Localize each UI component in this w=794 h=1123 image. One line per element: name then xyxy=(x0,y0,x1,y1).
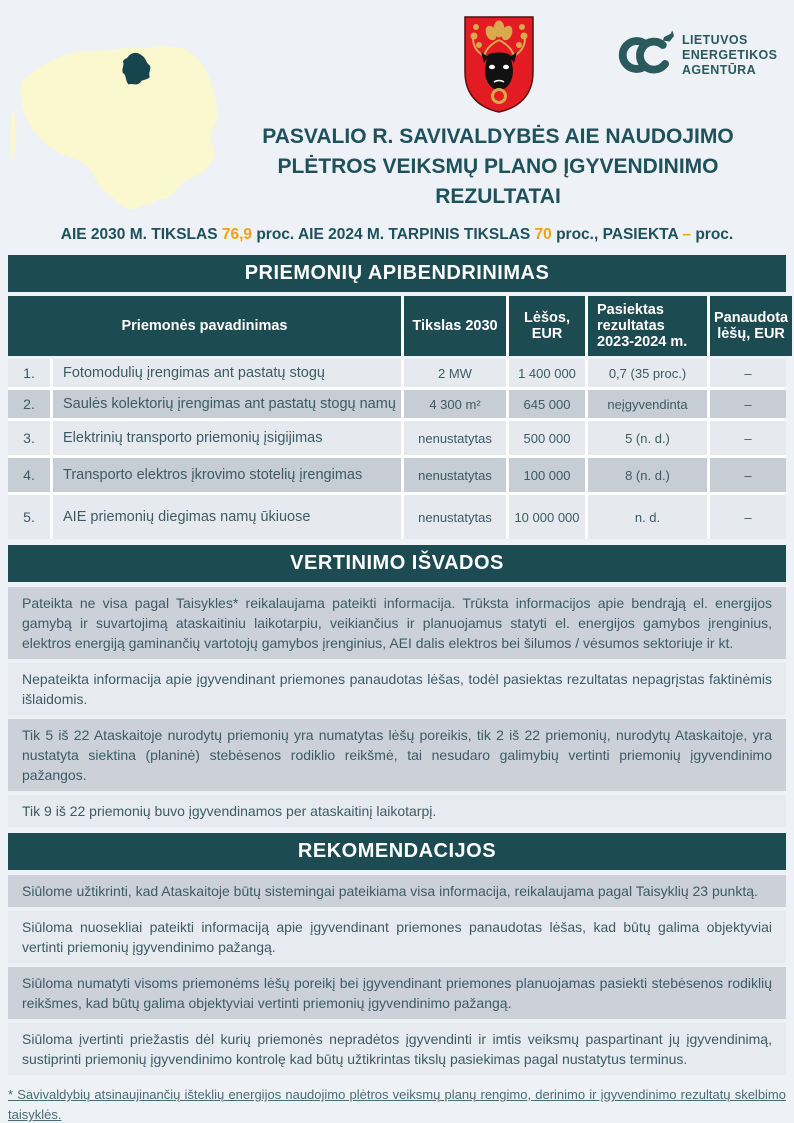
table-row xyxy=(8,421,786,455)
rules-footnote-link[interactable]: * Savivaldybių atsinaujinančių išteklių energijos naudojimo plėtros veiksmų planų rengimo, derinimo ir įgyvendinimo rezultatų skelbimo taisyklės. xyxy=(8,1087,786,1122)
recommendations-list xyxy=(8,875,786,1075)
cell-name: Saulės kolektorių įrengimas ant pastatų stogų namų xyxy=(53,390,401,418)
cell-target: nenustatytas xyxy=(404,458,506,492)
curonian-spit xyxy=(10,109,16,161)
cell-used: – xyxy=(710,421,786,455)
paragraph: Siūloma numatyti visoms priemonėms lėšų poreikį bei įgyvendinant priemones planuojamas pasiekti stebėsenos rodiklių reikšmes, kad būtų galima objektyviai vertinti priemonių įgyvendinimo pažangą. xyxy=(8,967,786,1019)
cell-target: 4 300 m² xyxy=(404,390,506,418)
cell-result: 5 (n. d.) xyxy=(588,421,707,455)
lea-logo-line3: AGENTŪRA xyxy=(682,62,757,77)
table-row xyxy=(8,495,786,539)
cell-num: 1. xyxy=(8,359,50,387)
cell-used: – xyxy=(710,359,786,387)
paragraph: Siūlome užtikrinti, kad Ataskaitoje būtų sistemingai pateikiama visa informacija, reikalaujama pagal Taisyklių 23 punktą. xyxy=(8,875,786,907)
subtitle-text: AIE 2030 M. TIKSLAS xyxy=(60,226,222,243)
subtitle-text: proc. AIE 2024 M. TARPINIS TIKSLAS xyxy=(252,226,535,243)
subtitle-text: proc., PASIEKTA xyxy=(551,226,683,243)
paragraph: Pateikta ne visa pagal Taisykles* reikalaujama pateikti informacija. Trūksta informacijos apie bendrąją el. energijos gamybą ir suvartojimą ataskaitiniu laikotarpiu, veikiančius ir planuojamus statyti el. energijos gamybos įrenginius, elektros energiją gaminančių vartotojų gamybos įrenginius, AEI dalis elektros bei šilumos / vėsumos sektoriuje ir kt. xyxy=(8,587,786,659)
page-title-line1: PASVALIO R. SAVIVALDYBĖS AIE NAUDOJIMO xyxy=(262,125,734,148)
section-header-conclusions: VERTINIMO IŠVADOS xyxy=(8,545,786,582)
report-content xyxy=(8,255,789,1123)
cell-num: 5. xyxy=(8,495,50,539)
cell-used: – xyxy=(710,495,786,539)
target-2024-value: 70 xyxy=(534,226,552,243)
targets-subtitle xyxy=(0,226,794,244)
cell-num: 3. xyxy=(8,421,50,455)
lea-logo-line2: ENERGETIKOS xyxy=(682,47,778,62)
paragraph: Tik 5 iš 22 Ataskaitoje nurodytų priemonių yra numatytas lėšų poreikis, tik 2 iš 22 priemonių, nurodytų Ataskaitoje, yra nustatyta siektina (planinė) stebėsenos rodiklio reikšmė, tai nesudaro galimybių vertinti priemonių įgyvendinimo pažangos. xyxy=(8,719,786,791)
achieved-value: – xyxy=(682,226,692,243)
column-header-used: Panaudota lėšų, EUR xyxy=(710,296,792,356)
measures-table-header xyxy=(8,296,789,356)
paragraph: Nepateikta informacija apie įgyvendinant priemones panaudotas lėšas, todėl pasiektas rezultatas nepagrįstas faktinėmis išlaidomis. xyxy=(8,663,786,715)
lithuania-outline xyxy=(20,45,217,209)
section-header-recommendations: REKOMENDACIJOS xyxy=(8,833,786,870)
pasvalys-coat-of-arms xyxy=(461,14,537,116)
cell-funds: 645 000 xyxy=(509,390,585,418)
cell-funds: 1 400 000 xyxy=(509,359,585,387)
target-2030-value: 76,9 xyxy=(221,226,253,243)
cell-funds: 10 000 000 xyxy=(509,495,585,539)
cell-result: 8 (n. d.) xyxy=(588,458,707,492)
table-row xyxy=(8,458,786,492)
cell-name: Fotomodulių įrengimas ant pastatų stogų xyxy=(53,359,401,387)
measures-table-body xyxy=(8,359,786,539)
conclusions-list xyxy=(8,587,786,827)
cell-target: 2 MW xyxy=(404,359,506,387)
lea-logo-line1: LIETUVOS xyxy=(682,32,748,47)
cell-num: 2. xyxy=(8,390,50,418)
cell-num: 4. xyxy=(8,458,50,492)
lea-logo-text xyxy=(682,33,777,78)
page-title xyxy=(248,122,748,212)
cell-used: – xyxy=(710,458,786,492)
cell-name: AIE priemonių diegimas namų ūkiuose xyxy=(53,495,401,539)
cell-target: nenustatytas xyxy=(404,495,506,539)
page-title-line3: REZULTATAI xyxy=(435,185,561,208)
paragraph: Siūloma nuosekliai pateikti informaciją apie įgyvendinant priemones panaudotas lėšas, kad būtų galima objektyviai vertinti priemonių įgyvendinimo pažangą. xyxy=(8,911,786,963)
cell-name: Elektrinių transporto priemonių įsigijimas xyxy=(53,421,401,455)
paragraph: Siūloma įvertinti priežastis dėl kurių priemonės nepradėtos įgyvendinti ir imtis veiksmų paspartinant jų įgyvendinimą, sustiprinti priemonių įgyvendinimo kontrolę kad būtų užtikrintas tikslų pasiekimas pagal nustatytus terminus. xyxy=(8,1023,786,1075)
cell-used: – xyxy=(710,390,786,418)
paragraph: Tik 9 iš 22 priemonių buvo įgyvendinamos per ataskaitinį laikotarpį. xyxy=(8,795,786,827)
cell-funds: 500 000 xyxy=(509,421,585,455)
table-row xyxy=(8,359,786,387)
cell-target: nenustatytas xyxy=(404,421,506,455)
cell-funds: 100 000 xyxy=(509,458,585,492)
cell-name: Transporto elektros įkrovimo stotelių įrengimas xyxy=(53,458,401,492)
column-header-target: Tikslas 2030 xyxy=(404,296,506,356)
lithuania-map xyxy=(5,25,237,217)
column-header-name: Priemonės pavadinimas xyxy=(8,296,401,356)
cell-result: neįgyvendinta xyxy=(588,390,707,418)
page-title-line2: PLĖTROS VEIKSMŲ PLANO ĮGYVENDINIMO xyxy=(277,155,719,178)
subtitle-text: proc. xyxy=(691,226,734,243)
lea-logo xyxy=(616,22,792,88)
table-row xyxy=(8,390,786,418)
spark-icon xyxy=(663,30,674,41)
column-header-result: Pasiektas rezultatas 2023-2024 m. xyxy=(588,296,707,356)
cell-result: n. d. xyxy=(588,495,707,539)
section-header-measures: PRIEMONIŲ APIBENDRINIMAS xyxy=(8,255,786,292)
cell-result: 0,7 (35 proc.) xyxy=(588,359,707,387)
lea-logo-icon xyxy=(616,29,674,81)
column-header-funds: Lėšos, EUR xyxy=(509,296,585,356)
